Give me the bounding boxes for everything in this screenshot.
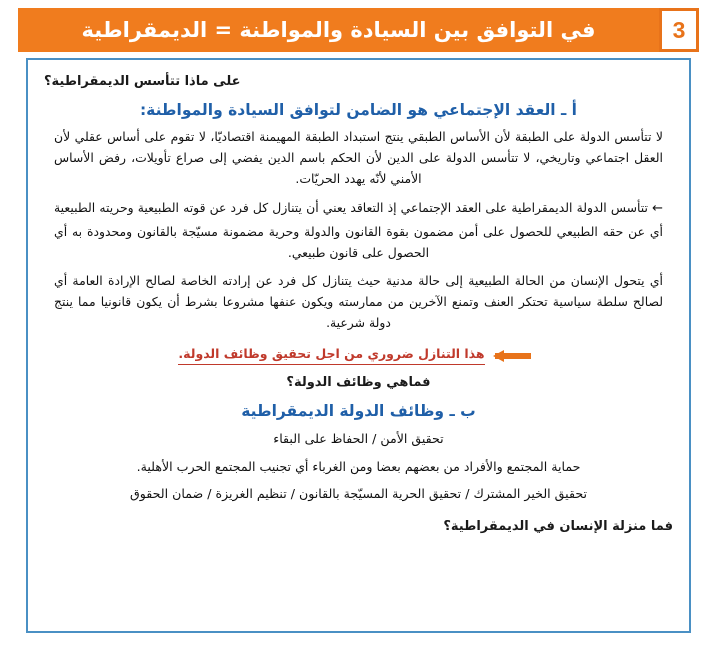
paragraph-2	[54, 197, 663, 263]
section-a-heading: أ ـ العقد الإجتماعي هو الضامن لتوافق السيادة والمواطنة:	[139, 100, 577, 119]
section-b-heading: ب ـ وظائف الدولة الديمقراطية	[241, 402, 476, 421]
separator-icon: /	[372, 431, 377, 447]
function-item-1-left: تحقيق الأمن	[380, 431, 444, 447]
lesson-number-badge: 3	[659, 8, 699, 52]
highlighted-note	[44, 345, 673, 365]
content-panel	[26, 58, 691, 633]
function-item-3b: تحقيق الحرية المسيّجة بالقانون	[299, 486, 462, 502]
question-2: فماهي وظائف الدولة؟	[286, 374, 431, 390]
function-item-3a: تحقيق الخير المشترك	[473, 486, 587, 502]
orange-arrow-icon	[493, 350, 539, 361]
intro-question: على ماذا تتأسس الديمقراطية؟	[44, 74, 241, 89]
function-item-1	[44, 428, 673, 449]
left-arrow-icon: ←	[652, 201, 663, 217]
separator-icon: /	[290, 486, 295, 502]
final-question: فما منزلة الإنسان في الديمقراطية؟	[443, 518, 673, 534]
lesson-title: في التوافق بين السيادة والمواطنة = الديمقراطية	[18, 8, 659, 52]
function-item-3d: ضمان الحقوق	[130, 486, 204, 502]
paragraph-3: أي يتحول الإنسان من الحالة الطبيعية إلى حالة مدنية حيث يتنازل كل فرد عن إرادته الخاصة لصالح الإرادة العامة أي لصالح سلطة سياسية تحتكر العنف وتمنع الآخرين من ممارسته ويكون عنفها مشروعا بشرط أن يكون قانونيا مما ينتج دولة شرعية.	[54, 272, 663, 331]
paragraph-2-text: تتأسس الدولة الديمقراطية على العقد الإجتماعي إذ التعاقد يعني أن يتنازل كل فرد عن قوته الطبيعية وحريته الطبيعية أي عن حقه الطبيعي للحصول على أمن مضمون بقوة القانون والدولة وحرية مضمونة مسيّجة بالقانون ومحدودة به أي الحصول على قانون طبيعي.	[54, 200, 663, 261]
paragraph-1: لا تتأسس الدولة على الطبقة لأن الأساس الطبقي ينتج استبداد الطبقة المهيمنة اقتصاديّا، لا تقوم على أساس عقلي لأن العقل اجتماعي وتاريخي، لا تتأسس الدولة على الدين لأن الحكم باسم الدين يفضي إلى صراع تأويلات، رفض الأساس الأمني لأنّه يهدد الحريّات.	[54, 128, 663, 187]
header-banner	[18, 8, 699, 52]
function-item-2: حماية المجتمع والأفراد من بعضهم بعضا ومن الغرباء أي تجنيب المجتمع الحرب الأهلية.	[136, 458, 581, 474]
function-item-3	[44, 483, 673, 504]
function-item-3c: تنظيم الغريزة	[215, 486, 287, 502]
separator-icon: /	[207, 486, 212, 502]
note-text: هذا التنازل ضروري من اجل تحقيق وظائف الدولة.	[178, 345, 484, 365]
function-item-1-right: الحفاظ على البقاء	[273, 431, 369, 447]
separator-icon: /	[465, 486, 470, 502]
